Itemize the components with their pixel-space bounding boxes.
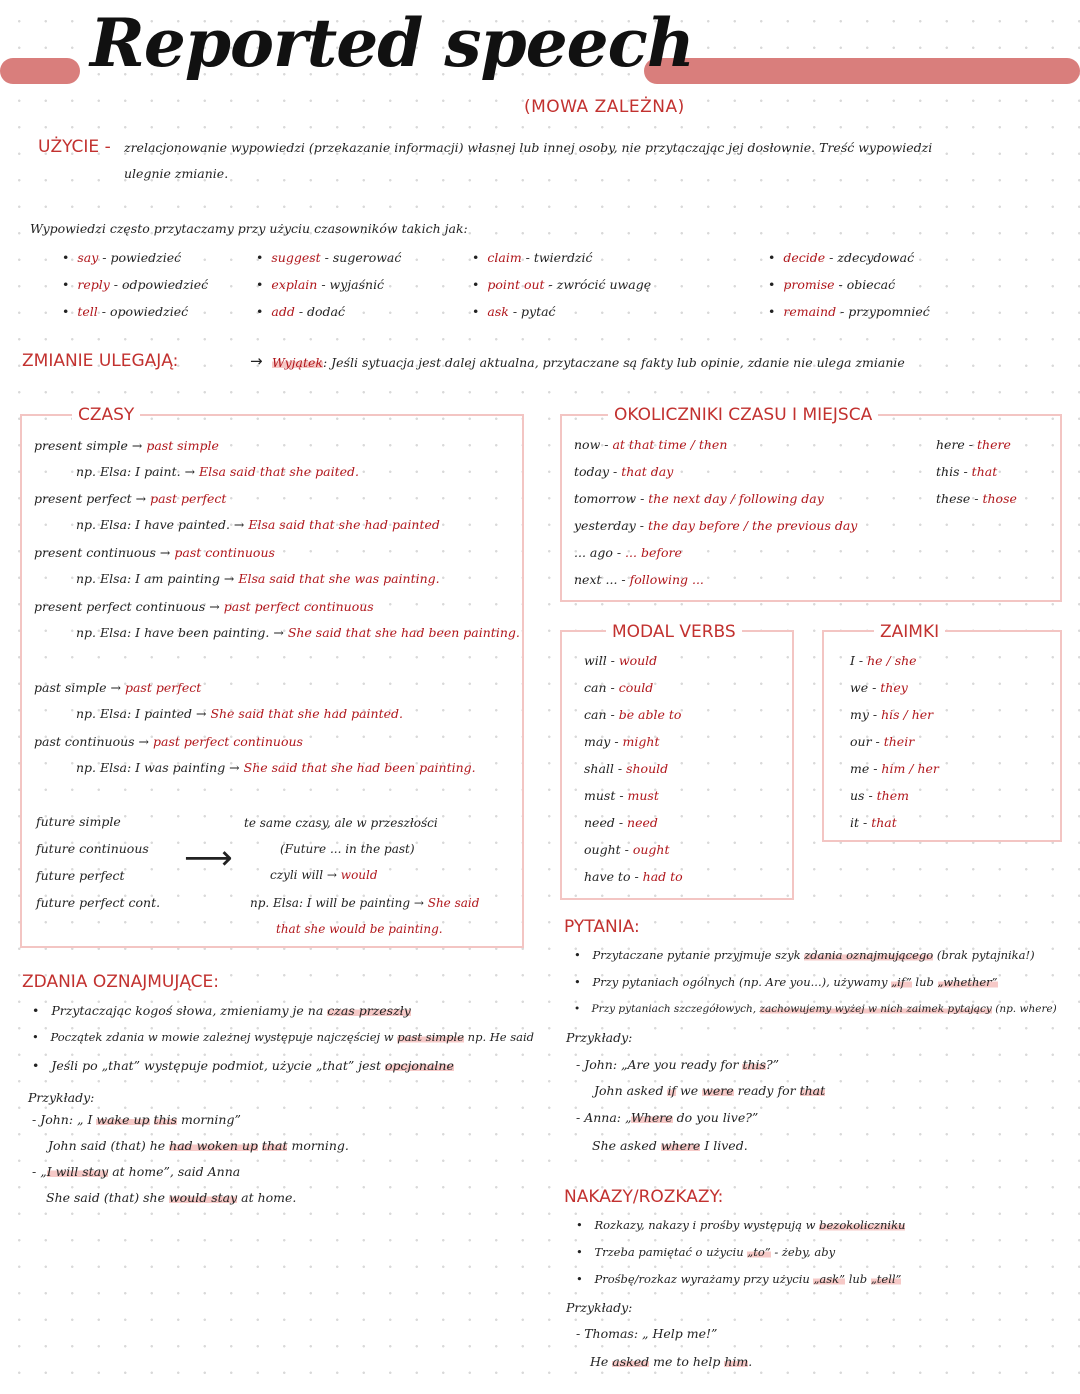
verb-en: remaind — [783, 304, 837, 319]
tense-example — [76, 571, 440, 586]
modal-row — [584, 653, 657, 668]
pronoun-to: them — [876, 788, 909, 803]
tense-example-input: np. Elsa: I have been painting. — [76, 625, 270, 640]
adverb-row — [936, 464, 997, 479]
arrow-icon: → — [134, 734, 153, 749]
q-e2b: if — [667, 1083, 677, 1098]
adverb-row — [574, 464, 673, 479]
q-e4c: I lived. — [704, 1138, 748, 1153]
pronoun-to: he / she — [867, 653, 917, 668]
pronoun-from: us - — [850, 788, 877, 803]
pronoun-from: we - — [850, 680, 881, 695]
pronouns-title: ZAIMKI — [874, 622, 945, 642]
tense-example-input: np. Elsa: I was painting — [76, 760, 226, 775]
statements-ex-4 — [46, 1190, 296, 1205]
o-b2a: Trzeba pamiętać o użyciu — [594, 1245, 744, 1259]
pronoun-from: my - — [850, 707, 882, 722]
q-e3c: do you live?” — [676, 1110, 759, 1125]
verb-item — [256, 277, 384, 292]
exception-word: Wyjątek — [272, 355, 323, 370]
questions-bullet-3 — [574, 1003, 1057, 1015]
tense-to: past continuous — [174, 545, 275, 560]
pronoun-to: their — [883, 734, 915, 749]
arrow-icon: → — [127, 438, 147, 453]
modal-to: might — [622, 734, 660, 749]
q-e2c: we — [680, 1083, 699, 1098]
st-e4b: would stay — [168, 1190, 238, 1205]
tense-rule — [34, 545, 275, 560]
questions-bullet-1 — [574, 948, 1035, 962]
tense-from: past simple — [34, 680, 107, 695]
modal-from: shall - — [584, 761, 627, 776]
o-e2b: asked — [612, 1354, 650, 1369]
tense-from: present simple — [34, 438, 128, 453]
q-e1a: - John: „Are you ready for — [576, 1057, 739, 1072]
verb-en: reply — [77, 277, 110, 292]
st-e1c: this — [153, 1112, 178, 1127]
o-b1b: bezokoliczniku — [819, 1218, 906, 1232]
pronoun-from: our - — [850, 734, 884, 749]
tense-to: past simple — [146, 438, 219, 453]
adverb-from: this - — [936, 464, 972, 479]
orders-bullet-3 — [576, 1272, 901, 1286]
o-b3a: Prośbę/rozkaz wyrażamy przy użyciu — [594, 1272, 810, 1286]
verb-en: suggest — [271, 250, 321, 265]
verb-pl: - twierdzić — [525, 250, 593, 265]
questions-examples-label: Przykłady: — [566, 1030, 633, 1045]
pronoun-to: they — [880, 680, 908, 695]
usage-label: UŻYCIE - — [38, 137, 111, 157]
st-e1b: wake up — [96, 1112, 150, 1127]
modal-row — [584, 734, 659, 749]
tense-rule — [34, 599, 374, 614]
tense-to: past perfect — [124, 680, 202, 695]
verb-item — [472, 250, 593, 265]
st-e3b: I will stay — [46, 1164, 109, 1179]
adverb-to: the next day / following day — [648, 491, 824, 506]
st-e1d: morning” — [181, 1112, 241, 1127]
adverb-to: there — [977, 437, 1011, 452]
page-title: Reported speech — [90, 4, 694, 82]
o-b2b: „to” — [747, 1245, 771, 1259]
modal-from: have to - — [584, 869, 643, 884]
statements-ex-3 — [32, 1164, 240, 1179]
verb-item — [768, 250, 914, 265]
statements-bullet-3 — [32, 1058, 454, 1073]
arrow-icon: → — [192, 706, 211, 721]
tense-example-input: np. Elsa: I have painted. — [76, 517, 230, 532]
modal-from: ought - — [584, 842, 633, 857]
future-note1: te same czasy, ale w przeszłości — [244, 816, 438, 830]
tense-rule — [34, 438, 219, 453]
adverb-row — [574, 437, 727, 452]
st-e1a: - John: „ I — [32, 1112, 93, 1127]
questions-ex-1 — [576, 1057, 779, 1072]
q-b2b: „if” — [891, 975, 912, 989]
tense-example-result: Elsa said that she had painted — [248, 517, 440, 532]
pronoun-row — [850, 761, 939, 776]
tense-example-input: np. Elsa: I am painting — [76, 571, 220, 586]
orders-ex-1: - Thomas: „ Help me!” — [576, 1326, 718, 1341]
pronoun-row — [850, 815, 897, 830]
exception-text: : Jeśli sytuacja jest dalej aktualna, przytaczane są fakty lub opinie, zdanie nie ulega zmianie — [322, 355, 905, 370]
verb-item — [768, 304, 930, 319]
adverb-to: that — [971, 464, 998, 479]
verb-item — [472, 304, 556, 319]
orders-ex-2 — [590, 1354, 752, 1369]
pronoun-from: I - — [850, 653, 868, 668]
verb-en: explain — [271, 277, 318, 292]
tenses-title: CZASY — [72, 405, 140, 425]
future-note3-b: would — [340, 868, 378, 882]
o-e2c: me to help — [653, 1354, 721, 1369]
verb-en: add — [271, 304, 295, 319]
modal-row — [584, 788, 659, 803]
tense-from: present perfect — [34, 491, 132, 506]
big-arrow-icon: ⟶ — [184, 838, 233, 878]
orders-label: NAKAZY/ROZKAZY: — [564, 1187, 724, 1207]
changes-label: ZMIANIE ULEGAJĄ: — [22, 351, 179, 371]
arrow-icon: → — [229, 517, 249, 532]
tense-from: present perfect continuous — [34, 599, 206, 614]
st-e2b: had woken up — [169, 1138, 258, 1153]
adverb-from: yesterday - — [574, 518, 648, 533]
q-b3a: Przy pytaniach szczegółowych, — [591, 1003, 757, 1015]
adverb-row — [936, 491, 1017, 506]
adverb-from: here - — [936, 437, 977, 452]
adverb-to: following ... — [629, 572, 704, 587]
tense-to: past perfect — [150, 491, 227, 506]
verb-item — [62, 304, 188, 319]
orders-examples-label: Przykłady: — [566, 1300, 633, 1315]
pronoun-to: his / her — [881, 707, 934, 722]
pronoun-row — [850, 680, 908, 695]
verb-en: decide — [783, 250, 826, 265]
statements-b3-hl: opcjonalne — [384, 1058, 454, 1073]
arrow-icon: → — [155, 545, 175, 560]
o-b2c: - żeby, aby — [774, 1245, 836, 1259]
verb-pl: - przypomnieć — [840, 304, 930, 319]
verb-item — [256, 250, 401, 265]
q-e2e: ready for — [737, 1083, 796, 1098]
verb-en: say — [77, 250, 99, 265]
adverb-row — [574, 518, 857, 533]
verb-pl: - dodać — [298, 304, 346, 319]
future-example-c: that she would be painting. — [276, 922, 443, 936]
adverb-to: at that time / then — [612, 437, 728, 452]
o-b3c: lub — [848, 1272, 868, 1286]
adverb-to: the day before / the previous day — [647, 518, 858, 533]
modal-to: would — [618, 653, 658, 668]
verb-item — [472, 277, 651, 292]
future-note2: (Future ... in the past) — [280, 842, 415, 856]
q-e4a: She asked — [592, 1138, 657, 1153]
st-e3c: at home”, said Anna — [112, 1164, 241, 1179]
pronoun-row — [850, 653, 917, 668]
q-e3a: - Anna: „ — [576, 1110, 631, 1125]
tense-example — [76, 517, 440, 532]
verb-item — [768, 277, 895, 292]
tense-example — [76, 706, 403, 721]
statements-label: ZDANIA OZNAJMUJĄCE: — [22, 972, 220, 992]
q-b1c: (brak pytajnika!) — [936, 948, 1035, 962]
exception-line — [272, 355, 905, 370]
q-b1b: zdania oznajmującego — [804, 948, 934, 962]
header-bar-right — [644, 58, 1080, 84]
o-e2e: . — [748, 1354, 753, 1369]
tense-example-result: She said that she had been painting. — [243, 760, 476, 775]
tense-example — [76, 625, 520, 640]
q-b2d: „whether” — [937, 975, 998, 989]
q-e1b: this — [742, 1057, 766, 1072]
header-bar-left — [0, 58, 80, 84]
adverb-from: today - — [574, 464, 622, 479]
q-e2f: that — [799, 1083, 826, 1098]
o-b3b: „ask” — [813, 1272, 846, 1286]
statements-b2-ex: np. He said — [467, 1030, 535, 1044]
tense-from: present continuous — [34, 545, 156, 560]
tense-rule — [34, 491, 226, 506]
modal-from: need - — [584, 815, 628, 830]
verb-en: claim — [487, 250, 522, 265]
st-e2d: morning. — [291, 1138, 349, 1153]
q-b2a: Przy pytaniach ogólnych (np. Are you...), używamy — [592, 975, 888, 989]
st-e2c: that — [261, 1138, 288, 1153]
adverb-from: these - — [936, 491, 983, 506]
modal-from: can - — [584, 707, 619, 722]
future-example-b: She said — [427, 896, 480, 910]
adverb-to: ... before — [625, 545, 682, 560]
verbs-intro: Wypowiedzi często przytaczamy przy użyciu czasowników takich jak: — [30, 221, 468, 236]
q-b2c: lub — [915, 975, 934, 989]
arrow-icon: → — [225, 760, 244, 775]
st-e4a: She said (that) she — [46, 1190, 165, 1205]
tense-rule — [34, 734, 303, 749]
tense-example-result: Elsa said that she paited. — [199, 464, 360, 479]
st-e4c: at home. — [241, 1190, 297, 1205]
statements-b2-hl: past simple — [397, 1030, 465, 1044]
questions-bullet-2 — [574, 975, 998, 989]
tense-example — [76, 464, 359, 479]
tense-rule — [34, 680, 201, 695]
pronoun-to: that — [871, 815, 897, 830]
modal-row — [584, 815, 658, 830]
verb-pl: - zdecydować — [829, 250, 915, 265]
tense-example-input: np. Elsa: I painted — [76, 706, 193, 721]
modal-from: must - — [584, 788, 628, 803]
verb-pl: - pytać — [512, 304, 556, 319]
adverb-row — [574, 572, 704, 587]
st-e3a: - „ — [32, 1164, 47, 1179]
questions-label: PYTANIA: — [564, 917, 640, 937]
adverb-row — [574, 491, 824, 506]
modal-to: could — [618, 680, 654, 695]
q-b1a: Przytaczane pytanie przyjmuje szyk — [592, 948, 801, 962]
future-tense: future perfect — [36, 868, 125, 883]
modal-to: must — [627, 788, 659, 803]
modal-from: may - — [584, 734, 623, 749]
questions-ex-3 — [576, 1110, 758, 1125]
tense-to: past perfect continuous — [152, 734, 303, 749]
verb-item — [62, 250, 181, 265]
verb-en: ask — [487, 304, 509, 319]
adverb-from: next ... - — [574, 572, 630, 587]
modal-to: should — [626, 761, 669, 776]
o-e2d: him — [724, 1354, 749, 1369]
verb-en: point out — [487, 277, 545, 292]
page-subtitle: (MOWA ZALEŻNA) — [524, 97, 685, 117]
verb-pl: - zwrócić uwagę — [548, 277, 652, 292]
q-b3c: (np. where) — [995, 1003, 1057, 1015]
questions-ex-2 — [594, 1083, 825, 1098]
arrow-icon: → — [131, 491, 151, 506]
modal-to: ought — [632, 842, 670, 857]
st-e2a: John said (that) he — [48, 1138, 166, 1153]
arrow-icon: → — [269, 625, 288, 640]
statements-b3-text: Jeśli po „that” występuje podmiot, użycie „that” jest — [51, 1058, 381, 1073]
modal-row — [584, 869, 683, 884]
statements-bullet-1 — [32, 1003, 411, 1018]
adverb-from: ... ago - — [574, 545, 626, 560]
verb-pl: - odpowiedzieć — [113, 277, 209, 292]
verb-pl: - opowiedzieć — [101, 304, 189, 319]
arrow-icon: → — [219, 571, 239, 586]
o-b1a: Rozkazy, nakazy i prośby występują w — [594, 1218, 816, 1232]
tense-example-result: She said that she had been painting. — [287, 625, 520, 640]
arrow-icon: → — [180, 464, 200, 479]
adverbs-title: OKOLICZNIKI CZASU I MIEJSCA — [608, 405, 878, 425]
questions-ex-4 — [592, 1138, 748, 1153]
modal-to: be able to — [618, 707, 682, 722]
pronoun-from: me - — [850, 761, 882, 776]
adverb-from: now - — [574, 437, 613, 452]
tense-example-result: She said that she had painted. — [210, 706, 403, 721]
arrow-icon: → — [250, 352, 263, 370]
pronoun-row — [850, 788, 909, 803]
statements-b2-text: Początek zdania w mowie zależnej występuje najczęściej w — [50, 1030, 394, 1044]
modals-title: MODAL VERBS — [606, 622, 742, 642]
q-e4b: where — [660, 1138, 701, 1153]
pronoun-to: him / her — [881, 761, 939, 776]
verb-en: promise — [783, 277, 835, 292]
modal-to: need — [627, 815, 658, 830]
usage-line1: zrelacjonowanie wypowiedzi (przekazanie informacji) własnej lub innej osoby, nie przytaczając jej dosłownie. Treść wypowiedzi — [124, 140, 933, 155]
pronoun-from: it - — [850, 815, 872, 830]
q-e2d: were — [702, 1083, 734, 1098]
modal-row — [584, 761, 668, 776]
tense-example-result: Elsa said that she was painting. — [238, 571, 440, 586]
adverb-row — [936, 437, 1011, 452]
tense-example — [76, 760, 476, 775]
future-note3 — [270, 868, 378, 882]
tense-example-input: np. Elsa: I paint. — [76, 464, 181, 479]
verb-pl: - obiecać — [838, 277, 896, 292]
modal-row — [584, 707, 681, 722]
q-e2a: John asked — [594, 1083, 664, 1098]
o-e2a: He — [590, 1354, 609, 1369]
adverb-from: tomorrow - — [574, 491, 649, 506]
verb-item — [62, 277, 208, 292]
q-b3b: zachowujemy wyżej w nich zaimek pytający — [759, 1003, 992, 1015]
verb-pl: - powiedzieć — [102, 250, 182, 265]
future-tense: future simple — [36, 814, 121, 829]
statements-b1-text: Przytaczając kogoś słowa, zmieniamy je na — [51, 1003, 324, 1018]
q-e1c: ?” — [765, 1057, 780, 1072]
modal-from: will - — [584, 653, 619, 668]
adverb-row — [574, 545, 682, 560]
q-e3b: Where — [631, 1110, 673, 1125]
usage-line2: ulegnie zmianie. — [124, 166, 229, 181]
verb-item — [256, 304, 345, 319]
tense-to: past perfect continuous — [223, 599, 374, 614]
future-example-a: np. Elsa: I will be painting → — [250, 896, 424, 910]
arrow-icon: → — [106, 680, 125, 695]
adverb-to: those — [982, 491, 1017, 506]
verb-pl: - wyjaśnić — [321, 277, 385, 292]
pronoun-row — [850, 707, 933, 722]
modal-to: had to — [642, 869, 683, 884]
future-note3-a: czyli will → — [270, 868, 337, 882]
verb-en: tell — [77, 304, 98, 319]
statements-bullet-2 — [32, 1030, 534, 1044]
statements-ex-1 — [32, 1112, 241, 1127]
orders-bullet-2 — [576, 1245, 835, 1259]
modal-from: can - — [584, 680, 619, 695]
statements-ex-2 — [48, 1138, 349, 1153]
modal-row — [584, 842, 669, 857]
tense-from: past continuous — [34, 734, 135, 749]
future-tense: future continuous — [36, 841, 149, 856]
future-example — [250, 896, 479, 910]
verb-pl: - sugerować — [324, 250, 402, 265]
o-b3d: „tell” — [870, 1272, 902, 1286]
statements-b1-hl: czas przeszły — [327, 1003, 411, 1018]
modal-row — [584, 680, 653, 695]
pronoun-row — [850, 734, 914, 749]
statements-examples-label: Przykłady: — [28, 1090, 95, 1105]
orders-bullet-1 — [576, 1218, 905, 1232]
arrow-icon: → — [205, 599, 224, 614]
adverb-to: that day — [621, 464, 674, 479]
future-tense: future perfect cont. — [36, 895, 161, 910]
